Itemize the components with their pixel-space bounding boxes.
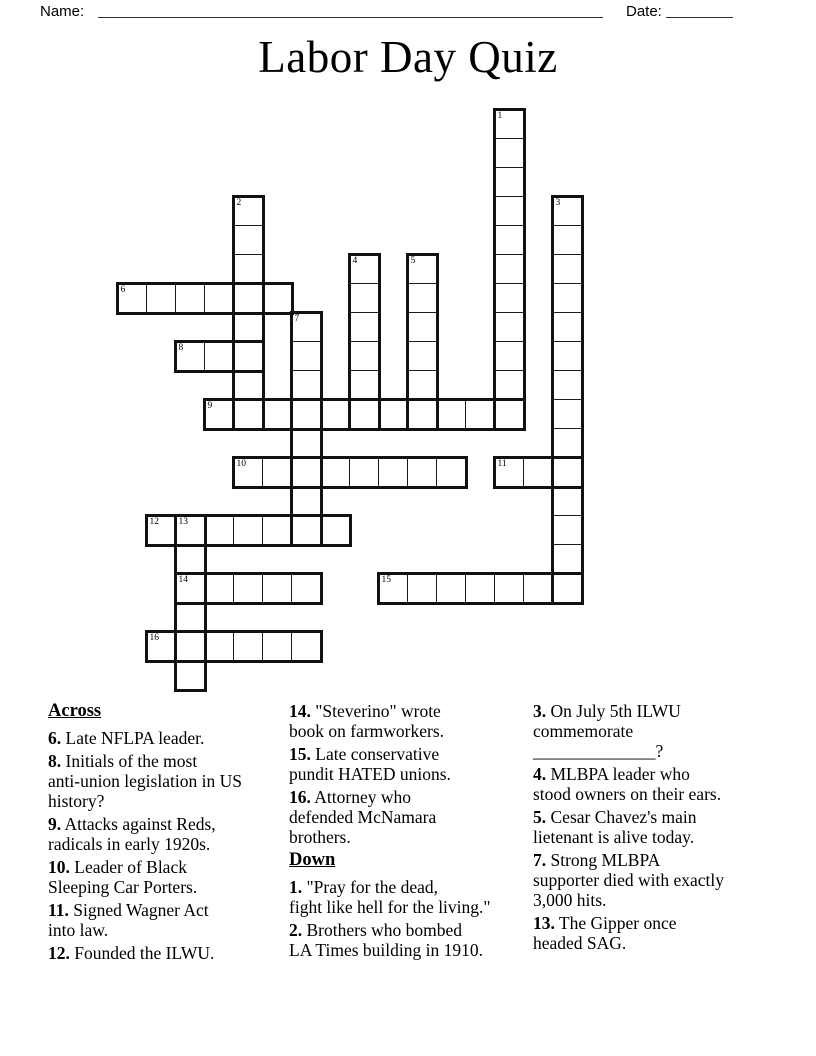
date-label: Date: bbox=[626, 3, 662, 20]
crossword-cell bbox=[262, 631, 293, 662]
clue-number: 12. bbox=[48, 943, 70, 963]
clue-2: 2. Brothers who bombed LA Times building in 1910. bbox=[289, 920, 483, 960]
cell-number: 5 bbox=[410, 255, 416, 266]
crossword-cell bbox=[291, 486, 322, 517]
crossword-cell bbox=[233, 631, 264, 662]
crossword-cell bbox=[291, 341, 322, 372]
clue-number: 16. bbox=[289, 787, 311, 807]
crossword-cell bbox=[552, 225, 583, 256]
clue-number: 14. bbox=[289, 701, 311, 721]
name-blank-line bbox=[98, 17, 603, 18]
crossword-cell bbox=[494, 283, 525, 314]
clue-1: 1. "Pray for the dead, fight like hell for the living." bbox=[289, 877, 491, 917]
clues-heading-across: Across bbox=[48, 701, 102, 721]
crossword-cell bbox=[436, 457, 467, 488]
clue-3: 3. On July 5th ILWU commemorate ______________? bbox=[533, 701, 681, 761]
cell-number: 14 bbox=[178, 574, 188, 585]
crossword-cell bbox=[262, 515, 293, 546]
crossword-cell bbox=[175, 660, 206, 691]
clue-13: 13. The Gipper once headed SAG. bbox=[533, 913, 677, 953]
cell-number: 6 bbox=[120, 284, 126, 295]
crossword-cell bbox=[291, 515, 322, 546]
crossword-cell bbox=[262, 573, 293, 604]
name-label: Name: bbox=[40, 3, 85, 20]
crossword-cell bbox=[349, 370, 380, 401]
date-blank-line bbox=[666, 17, 733, 18]
cell-number: 7 bbox=[294, 313, 300, 324]
clue-9: 9. Attacks against Reds, radicals in early 1920s. bbox=[48, 814, 216, 854]
crossword-cell bbox=[407, 370, 438, 401]
clue-7: 7. Strong MLBPA supporter died with exactly 3,000 hits. bbox=[533, 850, 724, 910]
crossword-cell bbox=[407, 312, 438, 343]
crossword-cell bbox=[494, 254, 525, 285]
cell-number: 2 bbox=[236, 197, 242, 208]
crossword-cell bbox=[552, 573, 583, 604]
cell-number: 11 bbox=[497, 458, 507, 469]
clue-14: 14. "Steverino" wrote book on farmworkers. bbox=[289, 701, 445, 741]
clue-6: 6. Late NFLPA leader. bbox=[48, 728, 205, 748]
cell-number: 16 bbox=[149, 632, 159, 643]
crossword-cell bbox=[523, 573, 554, 604]
crossword-cell bbox=[233, 312, 264, 343]
clue-16: 16. Attorney who defended McNamara brothers. bbox=[289, 787, 437, 847]
clues-heading-down: Down bbox=[289, 850, 336, 870]
crossword-cell bbox=[204, 515, 235, 546]
cell-number: 13 bbox=[178, 516, 188, 527]
clue-column-down bbox=[533, 701, 793, 956]
crossword-cell bbox=[233, 399, 264, 430]
crossword-cell bbox=[320, 457, 351, 488]
crossword-cell bbox=[175, 283, 206, 314]
crossword-cell bbox=[494, 225, 525, 256]
crossword-cell bbox=[291, 428, 322, 459]
crossword-cell bbox=[233, 370, 264, 401]
clue-4: 4. MLBPA leader who stood owners on their ears. bbox=[533, 764, 722, 804]
crossword-cell bbox=[494, 341, 525, 372]
clue-number: 10. bbox=[48, 857, 70, 877]
clue-column-middle bbox=[289, 701, 532, 963]
crossword-cell bbox=[494, 167, 525, 198]
clue-12: 12. Founded the ILWU. bbox=[48, 943, 215, 963]
clue-number: 1. bbox=[289, 877, 303, 897]
page-title: Labor Day Quiz bbox=[258, 32, 558, 82]
crossword-cell bbox=[233, 515, 264, 546]
crossword-cell bbox=[291, 399, 322, 430]
crossword-cell bbox=[378, 457, 409, 488]
crossword-cell bbox=[494, 399, 525, 430]
crossword-cell bbox=[552, 515, 583, 546]
crossword-cell bbox=[407, 573, 438, 604]
crossword-cell bbox=[552, 370, 583, 401]
crossword-cell bbox=[320, 515, 351, 546]
clue-number: 6. bbox=[48, 728, 62, 748]
crossword-cell bbox=[552, 544, 583, 575]
crossword-cell bbox=[349, 399, 380, 430]
crossword-cell bbox=[233, 573, 264, 604]
crossword-cell bbox=[349, 341, 380, 372]
clue-number: 13. bbox=[533, 913, 555, 933]
crossword-cell bbox=[349, 283, 380, 314]
crossword-cell bbox=[291, 573, 322, 604]
crossword-cell bbox=[465, 399, 496, 430]
clue-column-across bbox=[48, 701, 286, 966]
crossword-cell bbox=[291, 631, 322, 662]
crossword-cell bbox=[436, 399, 467, 430]
crossword-cell bbox=[494, 370, 525, 401]
clue-number: 8. bbox=[48, 751, 62, 771]
crossword-cell bbox=[291, 370, 322, 401]
clue-10: 10. Leader of Black Sleeping Car Porters. bbox=[48, 857, 198, 897]
crossword-cell bbox=[349, 457, 380, 488]
crossword-cell bbox=[378, 399, 409, 430]
crossword-cell bbox=[204, 283, 235, 314]
crossword-cell bbox=[494, 138, 525, 169]
crossword-cell bbox=[233, 341, 264, 372]
clue-number: 2. bbox=[289, 920, 303, 940]
crossword-cell bbox=[552, 254, 583, 285]
clue-number: 15. bbox=[289, 744, 311, 764]
clue-number: 3. bbox=[533, 701, 547, 721]
crossword-cell bbox=[552, 341, 583, 372]
crossword-cell bbox=[407, 399, 438, 430]
crossword-cell bbox=[175, 544, 206, 575]
cell-number: 9 bbox=[207, 400, 213, 411]
crossword-cell bbox=[407, 457, 438, 488]
crossword-cell bbox=[465, 573, 496, 604]
clue-number: 4. bbox=[533, 764, 547, 784]
crossword-cell bbox=[262, 283, 293, 314]
clue-number: 7. bbox=[533, 850, 547, 870]
crossword-cell bbox=[233, 283, 264, 314]
crossword-cell bbox=[233, 254, 264, 285]
cell-number: 12 bbox=[149, 516, 159, 527]
clue-5: 5. Cesar Chavez's main lietenant is alive today. bbox=[533, 807, 697, 847]
cell-number: 1 bbox=[497, 110, 503, 121]
crossword-cell bbox=[552, 486, 583, 517]
crossword-cell bbox=[552, 312, 583, 343]
crossword-cell bbox=[494, 312, 525, 343]
crossword-cell bbox=[407, 341, 438, 372]
crossword-cell bbox=[204, 341, 235, 372]
crossword-cell bbox=[175, 602, 206, 633]
crossword-cell bbox=[494, 196, 525, 227]
clue-number: 9. bbox=[48, 814, 62, 834]
crossword-cell bbox=[175, 631, 206, 662]
crossword-cell bbox=[407, 283, 438, 314]
crossword-cell bbox=[523, 457, 554, 488]
crossword-cell bbox=[233, 225, 264, 256]
cell-number: 4 bbox=[352, 255, 358, 266]
crossword-cell bbox=[552, 457, 583, 488]
crossword-cell bbox=[204, 573, 235, 604]
crossword-cell bbox=[349, 312, 380, 343]
crossword-cell bbox=[146, 283, 177, 314]
crossword-cell bbox=[262, 457, 293, 488]
clue-number: 5. bbox=[533, 807, 547, 827]
crossword-cell bbox=[320, 399, 351, 430]
crossword-cell bbox=[552, 428, 583, 459]
crossword-grid bbox=[117, 109, 701, 694]
clue-11: 11. Signed Wagner Act into law. bbox=[48, 900, 209, 940]
crossword-cell bbox=[204, 631, 235, 662]
clue-8: 8. Initials of the most anti-union legislation in US history? bbox=[48, 751, 242, 811]
crossword-cell bbox=[494, 573, 525, 604]
crossword-cell bbox=[436, 573, 467, 604]
clue-number: 11. bbox=[48, 900, 69, 920]
crossword-cell bbox=[262, 399, 293, 430]
cell-number: 15 bbox=[381, 574, 391, 585]
crossword-cell bbox=[552, 399, 583, 430]
cell-number: 8 bbox=[178, 342, 184, 353]
clue-15: 15. Late conservative pundit HATED unions. bbox=[289, 744, 451, 784]
crossword-cell bbox=[291, 457, 322, 488]
crossword-cell bbox=[552, 283, 583, 314]
cell-number: 3 bbox=[555, 197, 561, 208]
cell-number: 10 bbox=[236, 458, 246, 469]
